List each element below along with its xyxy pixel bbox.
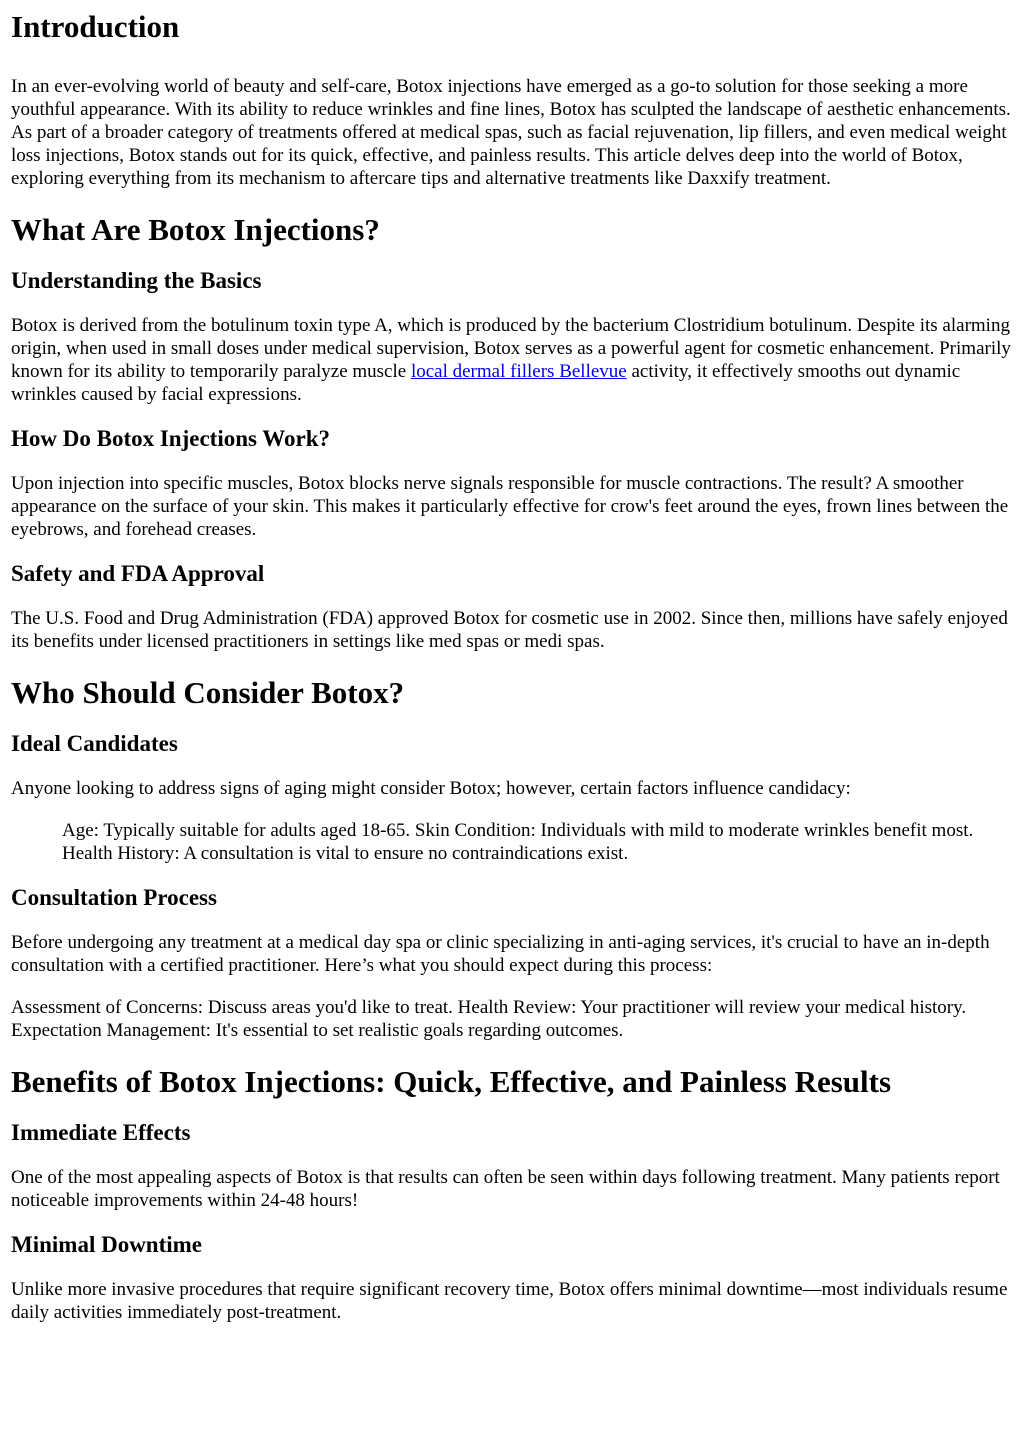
consultation-paragraph-2: Assessment of Concerns: Discuss areas you'd like to treat. Health Review: Your practitioner will review your medical history. Expectation Management: It's essential to set realistic goals regarding outcomes.: [11, 997, 967, 1041]
heading-how-botox-works: How Do Botox Injections Work?: [11, 426, 331, 451]
heading-ideal-candidates: Ideal Candidates: [11, 731, 178, 756]
safety-paragraph: The U.S. Food and Drug Administration (FDA) approved Botox for cosmetic use in 2002. Since then, millions have safely enjoyed its benefits under licensed practitioners in settings like med spas or medi spas.: [11, 608, 1008, 652]
intro-paragraph: In an ever-evolving world of beauty and self-care, Botox injections have emerged as a go-to solution for those seeking a more youthful appearance. With its ability to reduce wrinkles and fine lines, Botox has sculpted the landscape of aesthetic enhancements. As part of a broader category of treatments offered at medical spas, such as facial rejuvenation, lip fillers, and even medical weight loss injections, Botox stands out for its quick, effective, and painless results. This article delves deep into the world of Botox, exploring everything from its mechanism to aftercare tips and alternative treatments like Daxxify treatment.: [11, 76, 1011, 189]
heading-safety-fda: Safety and FDA Approval: [11, 561, 265, 586]
basics-paragraph: [11, 314, 1013, 406]
article: [0, 9, 1024, 1324]
basics-text-before-link: Botox is derived from the botulinum toxin type A, which is produced by the bacterium Clostridium botulinum. Despite its alarming origin, when used in small doses under medical supervision, Botox serves as a powerful agent for cosmetic enhancement. Primarily known for its ability to temporarily paralyze muscle: [11, 315, 1011, 382]
heading-minimal-downtime: Minimal Downtime: [11, 1232, 203, 1257]
how-work-paragraph: Upon injection into specific muscles, Botox blocks nerve signals responsible for muscle contractions. The result? A smoother appearance on the surface of your skin. This makes it particularly effective for crow's feet around the eyes, frown lines between the eyebrows, and forehead creases.: [11, 473, 1009, 540]
consultation-paragraph-1: Before undergoing any treatment at a medical day spa or clinic specializing in anti-aging services, it's crucial to have an in-depth consultation with a certified practitioner. Here’s what you should expect during this process:: [11, 932, 990, 976]
heading-consultation-process: Consultation Process: [11, 885, 217, 910]
downtime-paragraph: Unlike more invasive procedures that require significant recovery time, Botox offers minimal downtime—most individuals resume daily activities immediately post-treatment.: [11, 1279, 1008, 1323]
heading-immediate-effects: Immediate Effects: [11, 1120, 191, 1145]
heading-who-should-consider: Who Should Consider Botox?: [11, 675, 405, 710]
heading-what-are-botox: What Are Botox Injections?: [11, 212, 380, 247]
dermal-fillers-link[interactable]: local dermal fillers Bellevue: [410, 361, 627, 382]
immediate-paragraph: One of the most appealing aspects of Botox is that results can often be seen within days following treatment. Many patients report noticeable improvements within 24-48 hours!: [11, 1167, 1000, 1211]
ideal-paragraph: Anyone looking to address signs of aging might consider Botox; however, certain factors influence candidacy:: [11, 778, 851, 799]
heading-benefits: Benefits of Botox Injections: Quick, Effective, and Painless Results: [11, 1064, 892, 1099]
candidacy-factors-quote: Age: Typically suitable for adults aged 18-65. Skin Condition: Individuals with mild to moderate wrinkles benefit most. Health History: A consultation is vital to ensure no contraindications exist.: [62, 820, 974, 864]
heading-understanding-basics: Understanding the Basics: [11, 268, 262, 293]
basics-text-after-link: activity, it effectively smooths out dynamic wrinkles caused by facial expressions.: [11, 361, 961, 405]
heading-introduction: Introduction: [11, 9, 180, 44]
